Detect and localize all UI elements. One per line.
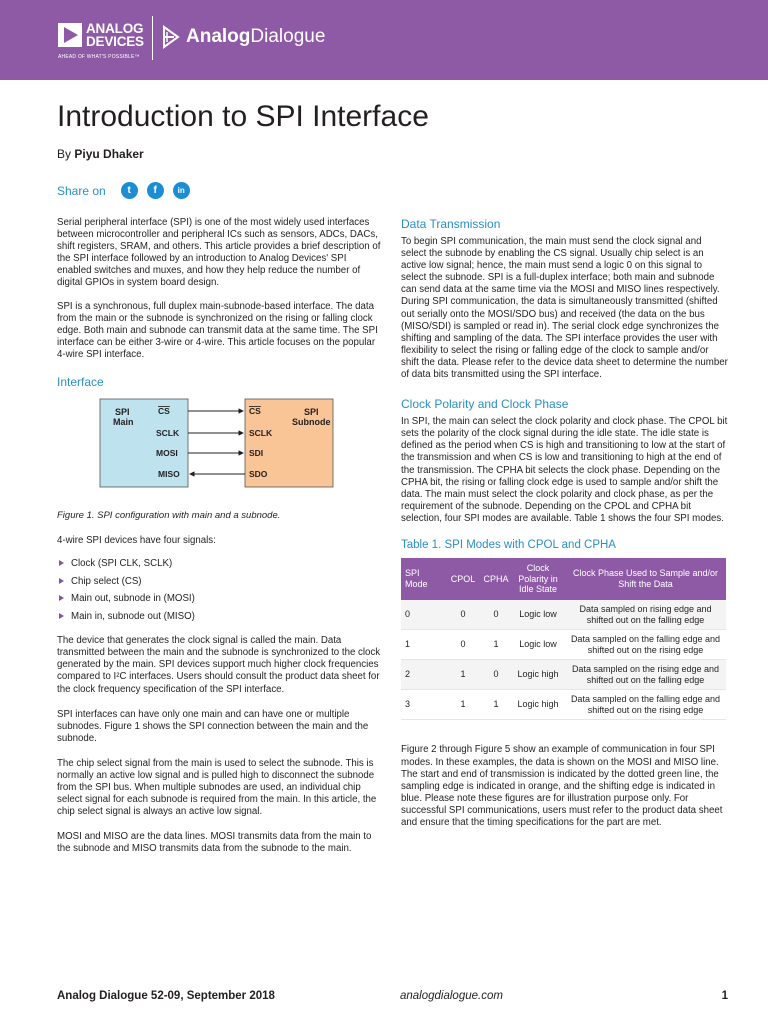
right-column bbox=[401, 217, 728, 840]
main-pin-sclk: SCLK bbox=[156, 428, 180, 439]
paragraph-figures: Figure 2 through Figure 5 show an example of communication in four SPI modes. In these examples, the data is shown on the MOSI and MISO line. The start and end of transmission is indicated by the dotted green line, the sampling edge is indicated in orange, and the shifting edge is indicated in blue. Please note these figures are for illustration purpose only. For successful SPI communications, users must refer to the product data sheet and ensure that the timing specifications for the part are met. bbox=[401, 744, 723, 829]
share-bar bbox=[57, 182, 190, 199]
spi-modes-table bbox=[401, 558, 726, 721]
share-label: Share on bbox=[57, 183, 106, 198]
cell: 1 bbox=[401, 630, 445, 660]
footer-site-link[interactable]: analogdialogue.com bbox=[400, 990, 503, 1002]
signal-list bbox=[57, 555, 381, 625]
paragraph-data-transmission: To begin SPI communication, the main must send the clock signal and select the subnode by enabling the CS signal. Usually chip select is an active low signal; hence, the main must send a logic 0 on this signal to select the subnode. SPI is a full-duplex interface; both main and subnode can send data at the same time via the MOSI and MISO lines respectively. During SPI communication, the data is simultaneously transmitted (shifted out serially onto the MOSI/SDO bus) and received (the data on the bus (MISO/SDI) is sampled or read in). The serial clock edge synchronizes the shifting and sampling of the data. The SPI interface provides the user with flexibility to select the rising or falling edge of the clock to sample and/or shift the data. Please refer to the device data sheet to determine the number of data bits transmitted using the SPI interface. bbox=[401, 236, 728, 381]
analog-devices-logo[interactable] bbox=[58, 20, 146, 64]
analog-devices-tagline: AHEAD OF WHAT'S POSSIBLE™ bbox=[58, 54, 140, 60]
list-item: Chip select (CS) bbox=[57, 573, 381, 591]
cell: Data sampled on the rising edge and shifted out on the falling edge bbox=[565, 660, 726, 690]
list-item: Main in, subnode out (MISO) bbox=[57, 608, 381, 626]
cell: 0 bbox=[445, 630, 481, 660]
list-item: Main out, subnode in (MOSI) bbox=[57, 590, 381, 608]
intro-paragraph: Serial peripheral interface (SPI) is one of the most widely used interfaces between microcontroller and peripheral ICs such as sensors, ADCs, DACs, shift registers, SRAM, and others. This article provides a brief description of the SPI interface followed by an introduction to Analog Devices' SPI enabled switches and muxes, and how they help reduce the number of digital GPIOs in system board design. bbox=[57, 217, 381, 289]
sub-pin-sclk: SCLK bbox=[249, 428, 273, 439]
linkedin-icon[interactable]: in bbox=[173, 182, 190, 199]
interface-heading: Interface bbox=[57, 375, 104, 390]
paragraph-clock-main: The device that generates the clock signal is called the main. Data transmitted between the main and the subnode is synchronized to the clock generated by the main. SPI devices support much higher clock frequencies compared to I²C interfaces. Users should consult the product data sheet for the clock frequency specification of the SPI interface. bbox=[57, 635, 381, 695]
byline-prefix: By bbox=[57, 147, 72, 161]
table-row bbox=[401, 660, 726, 690]
spi-diagram-svg bbox=[57, 394, 381, 500]
left-column bbox=[57, 217, 381, 867]
paragraph-spi-overview: SPI is a synchronous, full duplex main-subnode-based interface. The data from the main or the subnode is synchronized on the rising or falling clock edge. Both main and subnode can transmit data at the same time. The SPI interface can be either 3-wire or 4-wire. This article focuses on the popular 4-wire SPI interface. bbox=[57, 300, 378, 360]
paragraph-data-lines: MOSI and MISO are the data lines. MOSI transmits data from the main to the subnode and MISO transmits data from the subnode to the main. bbox=[57, 831, 372, 855]
header-spi-mode: SPI Mode bbox=[401, 558, 445, 600]
analog-dialogue-mark-icon bbox=[162, 25, 182, 49]
analog-dialogue-wordmark: AnalogDialogue bbox=[186, 26, 326, 47]
analog-devices-wordmark: ANALOG DEVICES bbox=[86, 21, 144, 49]
paragraph-clock-polarity: In SPI, the main can select the clock polarity and clock phase. The CPOL bit sets the polarity of the clock signal during the idle state. The idle state is defined as the period when CS is high and transitioning to low at the start of the transmission and when CS is low and transitioning to high at the end of the transmission. The CPHA bit selects the clock phase. Depending on the CPHA bit, the rising or falling clock edge is used to sample and/or shift the data. The main must select the clock polarity and clock phase, as per the requirement of the subnode. Depending on the CPOL and CPHA bit selection, four SPI modes are available. Table 1 shows the four SPI modes. bbox=[401, 416, 728, 524]
main-label-1: SPI bbox=[115, 407, 130, 418]
figure-1-caption: Figure 1. SPI configuration with main and a subnode. bbox=[57, 510, 281, 522]
header-cpha: CPHA bbox=[481, 558, 511, 600]
cell: 1 bbox=[445, 690, 481, 720]
page-title: Introduction to SPI Interface bbox=[57, 100, 429, 133]
table-row bbox=[401, 600, 726, 630]
cell: Logic high bbox=[511, 690, 565, 720]
sub-label-1: SPI bbox=[304, 407, 319, 418]
analog-devices-mark-icon bbox=[58, 23, 82, 47]
header-clock-phase: Clock Phase Used to Sample and/or Shift the Data bbox=[565, 558, 726, 600]
cell: 0 bbox=[481, 600, 511, 630]
cell: Logic low bbox=[511, 600, 565, 630]
cell: 0 bbox=[445, 600, 481, 630]
list-item: Clock (SPI CLK, SCLK) bbox=[57, 555, 381, 573]
header-cpol: CPOL bbox=[445, 558, 481, 600]
cell: Logic low bbox=[511, 630, 565, 660]
cell: Data sampled on the falling edge and shifted out on the rising edge bbox=[565, 690, 726, 720]
cell: Data sampled on rising edge and shifted out on the falling edge bbox=[565, 600, 726, 630]
byline bbox=[57, 147, 144, 161]
paragraph-chip-select: The chip select signal from the main is used to select the subnode. This is normally an active low signal and is pulled high to disconnect the subnode from the SPI bus. When multiple subnodes are used, an individual chip select signal for each subnode is required from the main. In this article, the chip select signal is always an active low signal. bbox=[57, 757, 377, 818]
cell: 1 bbox=[445, 660, 481, 690]
cell: Data sampled on the falling edge and shifted out on the rising edge bbox=[565, 630, 726, 660]
data-transmission-heading: Data Transmission bbox=[401, 217, 501, 231]
sub-pin-sdi: SDI bbox=[249, 448, 264, 459]
header-band bbox=[0, 0, 768, 80]
page-number: 1 bbox=[721, 990, 728, 1002]
table-row bbox=[401, 690, 726, 720]
cell: 1 bbox=[481, 690, 511, 720]
spi-diagram bbox=[57, 394, 381, 504]
table-1-heading: Table 1. SPI Modes with CPOL and CPHA bbox=[401, 538, 616, 551]
sub-pin-sdo: SDO bbox=[249, 469, 268, 480]
footer-issue: Analog Dialogue 52-09, September 2018 bbox=[57, 990, 275, 1002]
paragraph-main-subnodes: SPI interfaces can have only one main and can have one or multiple subnodes. Figure 1 shows the SPI connection between the main and the subnode. bbox=[57, 708, 369, 744]
facebook-icon[interactable]: f bbox=[147, 182, 164, 199]
cell: 1 bbox=[481, 630, 511, 660]
cell: 0 bbox=[401, 600, 445, 630]
clock-polarity-heading: Clock Polarity and Clock Phase bbox=[401, 397, 569, 412]
table-row bbox=[401, 630, 726, 660]
table-header-row bbox=[401, 558, 726, 600]
main-label-2: Main bbox=[113, 417, 134, 428]
cell: Logic high bbox=[511, 660, 565, 690]
signals-intro: 4-wire SPI devices have four signals: bbox=[57, 535, 216, 547]
author-link[interactable]: Piyu Dhaker bbox=[74, 147, 144, 161]
main-pin-mosi: MOSI bbox=[156, 448, 178, 459]
twitter-icon[interactable]: t bbox=[121, 182, 138, 199]
cell: 2 bbox=[401, 660, 445, 690]
analog-dialogue-logo[interactable] bbox=[162, 22, 325, 52]
main-pin-cs: CS bbox=[158, 406, 170, 417]
sub-pin-cs: CS bbox=[249, 406, 261, 417]
main-pin-miso: MISO bbox=[158, 469, 180, 480]
cell: 0 bbox=[481, 660, 511, 690]
header-idle-state: Clock Polarity in Idle State bbox=[511, 558, 565, 600]
header-divider bbox=[152, 16, 153, 60]
sub-label-2: Subnode bbox=[292, 417, 331, 428]
cell: 3 bbox=[401, 690, 445, 720]
